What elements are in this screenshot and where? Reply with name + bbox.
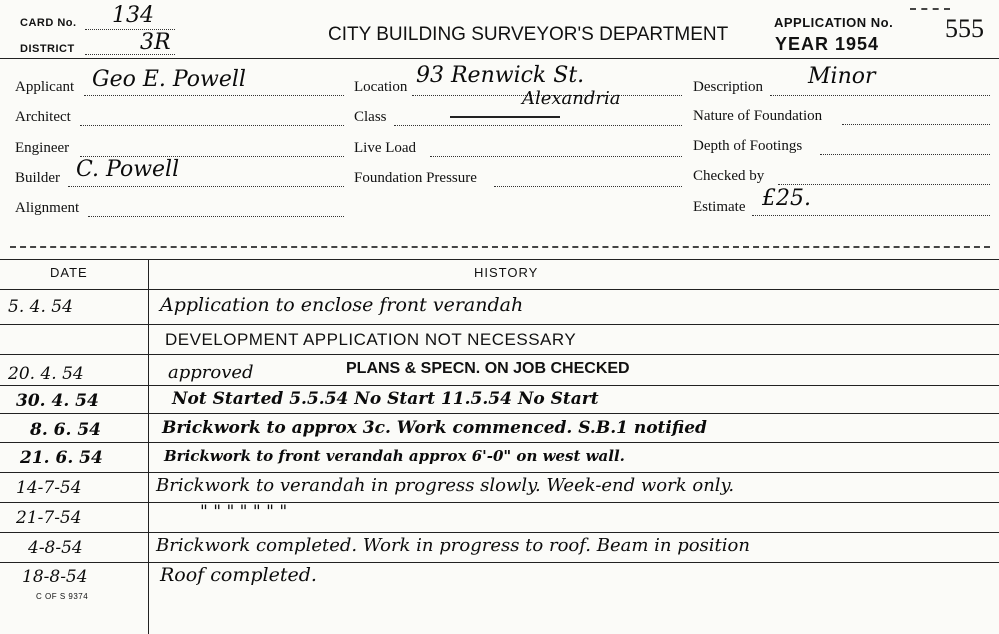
class-label: Class (354, 109, 387, 125)
date-column-divider (148, 259, 149, 634)
estimate-line (752, 215, 990, 216)
depth-of-footings-line (820, 154, 990, 155)
row-text: approved (168, 362, 254, 383)
department-title: CITY BUILDING SURVEYOR'S DEPARTMENT (328, 24, 729, 45)
row-date: 21-7-54 (16, 508, 82, 528)
application-strike (910, 8, 950, 10)
architect-line (80, 125, 344, 126)
builder-line (68, 186, 344, 187)
row-date: 18-8-54 (22, 567, 88, 587)
row-date: 20. 4. 54 (8, 364, 84, 384)
row-date: 5. 4. 54 (8, 297, 73, 317)
header-divider (0, 58, 999, 59)
stamp-development: DEVELOPMENT APPLICATION NOT NECESSARY (165, 330, 577, 349)
estimate-label: Estimate (693, 199, 746, 215)
row-date: 14-7-54 (16, 478, 82, 498)
row-rule-5 (0, 442, 999, 443)
foundation-pressure-line (494, 186, 682, 187)
description-line (770, 95, 990, 96)
row-text: " " " " " " " (200, 502, 288, 522)
footer-code: C OF S 9374 (36, 592, 89, 601)
district-label: DISTRICT (20, 43, 75, 55)
architect-label: Architect (15, 109, 71, 125)
applicant-label: Applicant (15, 79, 75, 95)
row-text: Roof completed. (160, 564, 317, 586)
row-rule-2 (0, 354, 999, 355)
alignment-label: Alignment (15, 200, 80, 216)
card-no-label: CARD No. (20, 17, 77, 29)
estimate-value: £25. (762, 186, 811, 211)
class-value: Alexandria (522, 88, 621, 109)
row-date: 8. 6. 54 (30, 420, 101, 440)
row-text: Brickwork completed. Work in progress to roof. Beam in position (156, 535, 750, 556)
builder-value: C. Powell (76, 157, 180, 182)
applicant-line (84, 95, 344, 96)
foundation-pressure-label: Foundation Pressure (354, 170, 477, 186)
class-line (394, 125, 682, 126)
location-label: Location (354, 79, 408, 95)
row-text: Brickwork to verandah in progress slowly. Week-end work only. (156, 475, 735, 496)
history-header-border (0, 289, 999, 290)
row-rule-1 (0, 324, 999, 325)
row-date: 30. 4. 54 (16, 391, 99, 411)
location-value: 93 Renwick St. (416, 63, 585, 88)
row-date: 21. 6. 54 (20, 448, 103, 468)
year-label: YEAR 1954 (775, 34, 880, 54)
row-rule-3 (0, 385, 999, 386)
live-load-line (430, 156, 682, 157)
row-rule-7 (0, 502, 999, 503)
application-no-value: 555 (945, 14, 984, 43)
applicant-value: Geo E. Powell (92, 67, 246, 92)
checked-by-line (778, 184, 990, 185)
section-divider (10, 246, 990, 248)
history-top-border (0, 259, 999, 260)
district-value: 3R (140, 30, 171, 55)
depth-of-footings-label: Depth of Footings (693, 138, 803, 154)
history-header: HISTORY (474, 265, 539, 280)
row-text: Not Started 5.5.54 No Start 11.5.54 No Start (172, 389, 599, 409)
row-rule-9 (0, 562, 999, 563)
row-text: Brickwork to front verandah approx 6'-0" on west wall. (164, 447, 625, 465)
application-no-label: APPLICATION No. (774, 15, 894, 30)
date-header: DATE (50, 265, 88, 280)
row-rule-4 (0, 413, 999, 414)
builder-label: Builder (15, 170, 60, 186)
engineer-label: Engineer (15, 140, 70, 156)
row-text: Brickwork to approx 3c. Work commenced. S.B.1 notified (162, 418, 707, 438)
row-rule-8 (0, 532, 999, 533)
class-strikeout (450, 116, 560, 118)
alignment-line (88, 216, 344, 217)
row-rule-6 (0, 472, 999, 473)
card-no-value: 134 (112, 3, 154, 28)
checked-by-label: Checked by (693, 168, 765, 184)
nature-of-foundation-label: Nature of Foundation (693, 108, 823, 124)
row-date: 4-8-54 (28, 538, 83, 558)
nature-of-foundation-line (842, 124, 990, 125)
description-value: Minor (808, 64, 876, 89)
description-label: Description (693, 79, 763, 95)
live-load-label: Live Load (354, 140, 417, 156)
stamp-plans: PLANS & SPECN. ON JOB CHECKED (346, 360, 630, 377)
row-text: Application to enclose front verandah (160, 294, 524, 316)
